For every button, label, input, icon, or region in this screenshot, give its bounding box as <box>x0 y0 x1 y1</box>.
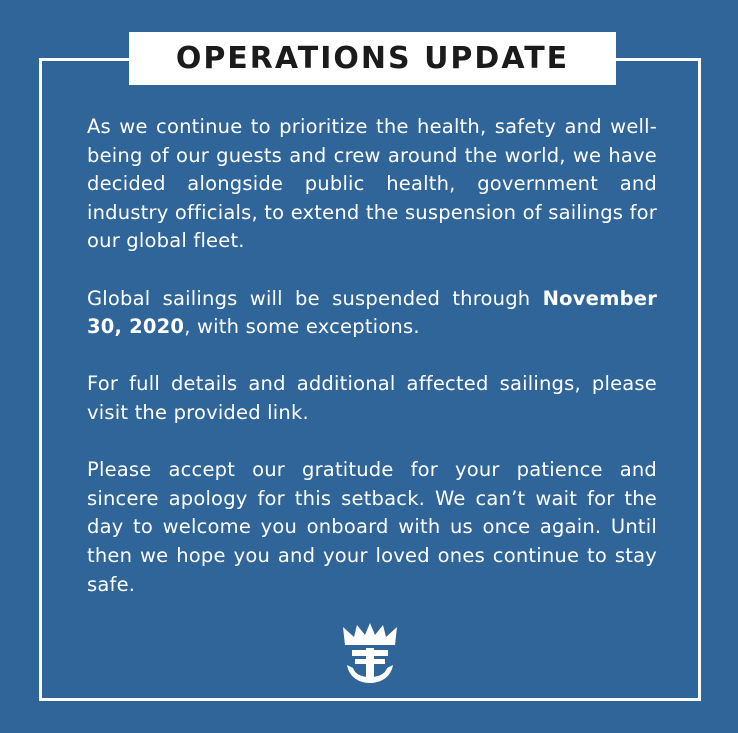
announcement-body <box>87 113 657 599</box>
suspension-date: November 30, 2020 <box>87 286 658 339</box>
paragraph-prioritize: As we continue to prioritize the health, safety and well-being of our guests and crew around the world, we have decided alongside public health, government and industry officials, to extend the suspension of sailings for our global fleet. <box>87 115 657 253</box>
paragraph-gratitude: Please accept our gratitude for your patience and sincere apology for this setback. We can’t wait for the day to welcome you onboard with us once again. Until then we hope you and your loved ones continue to stay safe. <box>87 458 657 596</box>
title-banner <box>129 32 616 85</box>
paragraph-details: For full details and additional affected sailings, please visit the provided link. <box>87 372 657 424</box>
crown-anchor-icon <box>341 621 399 687</box>
suspension-lead-text: Global sailings will be suspended through <box>87 286 531 310</box>
suspension-tail-text: , with some exceptions. <box>184 315 420 339</box>
paragraph-suspension-date <box>87 285 657 342</box>
page-title: OPERATIONS UPDATE <box>175 41 570 76</box>
